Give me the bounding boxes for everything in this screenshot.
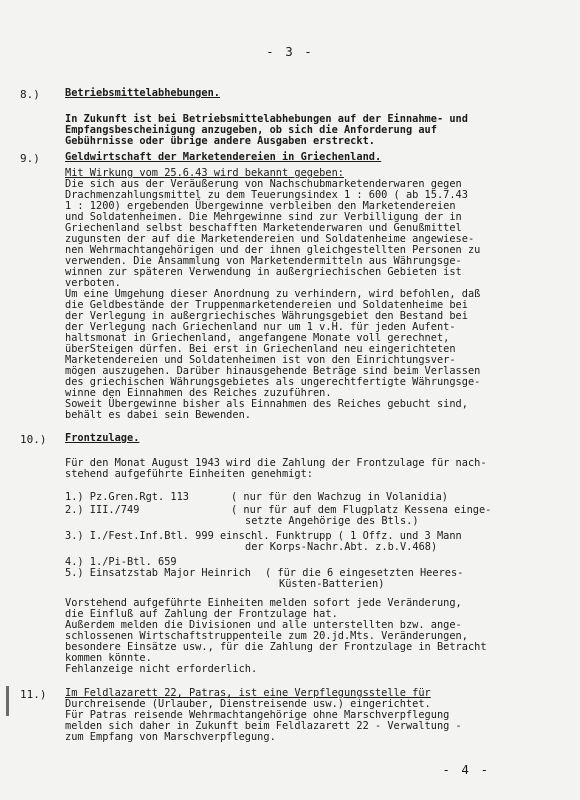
- section-9-line: nen Wehrmachtangehörigen und der ihnen gleichgestellten Personen zu: [65, 244, 481, 256]
- section-9-line: überSteigen dürfen. Bei erst in Griechenland neu eingerichteten: [65, 343, 456, 355]
- unit-note: ( nur für auf dem Flugplatz Kessena einge-: [231, 504, 492, 516]
- section-9-line: Um eine Umgehung dieser Anordnung zu verhindern, wird befohlen, daß: [65, 288, 481, 300]
- section-10-outro-line: kommen könnte.: [65, 652, 152, 664]
- section-11-line: zum Empfang von Marschverpflegung.: [65, 731, 276, 743]
- page-number: - 3 -: [266, 44, 314, 59]
- unit-note: der Korps-Nachr.Abt. z.b.V.468): [245, 541, 438, 553]
- section-10-outro-line: besondere Einsätze usw., für die Zahlung der Frontzulage in Betracht: [65, 641, 487, 653]
- section-9-line: verwenden. Die Ansammlung von Marketendermitteln aus Währungsge-: [65, 255, 462, 267]
- section-9-line: winnen zur späteren Verwendung in außergriechischen Gebieten ist: [65, 266, 462, 278]
- section-9-line: der Verlegung nach Griechenland nur um 1 v.H. für jeden Aufent-: [65, 321, 456, 333]
- section-10-intro-line: Für den Monat August 1943 wird die Zahlung der Frontzulage für nach-: [65, 457, 487, 469]
- section-9-line: mögen auszugehen. Darüber hinausgehende Beträge sind beim Verlassen: [65, 365, 481, 377]
- section-9-line: Griechenland selbst beschafften Marketenderwaren und Genußmittel: [65, 222, 462, 234]
- section-9-line: die Geldbestände der Truppenmarketendereien und Soldatenheime bei: [65, 299, 468, 311]
- unit-note: Küsten-Batterien): [279, 578, 385, 590]
- section-8-line: Gebührnisse oder übrige andere Ausgaben erstreckt.: [65, 135, 375, 147]
- section-9-line: 1 : 1200) ergebenden Übergewinne verbleiben den Marketendereien: [65, 200, 456, 212]
- unit-name: 3.) I./Fest.Inf.Btl. 999 einschl. Funktrupp ( 1 Offz. und 3 Mann: [65, 530, 462, 542]
- section-10-title: Frontzulage.: [65, 432, 140, 444]
- section-11-line: melden sich daher in Zukunft beim Feldlazarett 22 - Verwaltung -: [65, 720, 462, 732]
- section-8-line: In Zukunft ist bei Betriebsmittelabhebungen auf der Einnahme- und: [65, 113, 468, 125]
- section-9-line: behält es dabei sein Bewenden.: [65, 409, 251, 421]
- unit-note: setzte Angehörige des Btls.): [245, 515, 419, 527]
- unit-name: 1.) Pz.Gren.Rgt. 113: [65, 491, 189, 503]
- section-11-line: Im Feldlazarett 22, Patras, ist eine Verpflegungsstelle für: [65, 687, 431, 699]
- footer-page-number: - 4 -: [442, 762, 490, 777]
- section-8-number: 8.): [20, 88, 40, 101]
- section-9-line: Drachmenzahlungsmittel zu dem Teuerungsindex 1 : 600 ( ab 15.7.43: [65, 189, 468, 201]
- section-8-title: Betriebsmittelabhebungen.: [65, 87, 220, 99]
- section-10-outro-line: Vorstehend aufgeführte Einheiten melden sofort jede Veränderung,: [65, 597, 462, 609]
- section-11-number: 11.): [20, 688, 47, 701]
- section-11-line: Durchreisende (Urlauber, Dienstreisende usw.) eingerichtet.: [65, 698, 431, 710]
- section-10-outro-line: Fehlanzeige nicht erforderlich.: [65, 663, 258, 675]
- section-9-line: haltsmonat in Griechenland, angefangene Monate voll gerechnet,: [65, 332, 450, 344]
- section-10-outro-line: Außerdem melden die Divisionen und alle unterstellten bzw. ange-: [65, 619, 462, 631]
- section-10-intro-line: stehend aufgeführte Einheiten genehmigt:: [65, 468, 313, 480]
- section-9-line: Soweit Übergewinne bisher als Einnahmen des Reiches gebucht sind,: [65, 398, 468, 410]
- section-10-number: 10.): [20, 433, 47, 446]
- section-9-line: zugunsten der auf die Marketendereien und Soldatenheime angewiese-: [65, 233, 475, 245]
- section-9-line: der Verlegung in außergriechisches Währungsgebiet den Bestand bei: [65, 310, 468, 322]
- unit-name: 5.) Einsatzstab Major Heinrich: [65, 567, 251, 579]
- section-9-line: Mit Wirkung vom 25.6.43 wird bekannt gegeben:: [65, 167, 344, 179]
- section-9-line: verboten.: [65, 277, 121, 289]
- section-11-line: Für Patras reisende Wehrmachtangehörige ohne Marschverpflegung: [65, 709, 450, 721]
- section-9-line: Marketendereien und Soldatenheimen ist von den Einrichtungsver-: [65, 354, 456, 366]
- margin-mark: [6, 686, 9, 716]
- section-9-line: und Soldatenheimen. Die Mehrgewinne sind zur Verbilligung der in: [65, 211, 462, 223]
- unit-name: 4.) 1./Pi-Btl. 659: [65, 556, 177, 568]
- section-9-line: des griechischen Währungsgebietes als ungerechtfertigte Währungsge-: [65, 376, 481, 388]
- unit-note: ( für die 6 eingesetzten Heeres-: [265, 567, 464, 579]
- section-10-outro-line: schlossenen Wirtschaftstruppenteile zum 20.jd.Mts. Veränderungen,: [65, 630, 468, 642]
- section-9-line: Die sich aus der Veräußerung von Nachschubmarketenderwaren gegen: [65, 178, 462, 190]
- unit-name: 2.) III./749: [65, 504, 140, 516]
- section-9-number: 9.): [20, 152, 40, 165]
- section-10-outro-line: die Einfluß auf Zahlung der Frontzulage hat.: [65, 608, 338, 620]
- section-8-line: Empfangsbescheinigung anzugeben, ob sich die Anforderung auf: [65, 124, 437, 136]
- unit-note: ( nur für den Wachzug in Volanidia): [231, 491, 448, 503]
- section-9-line: winne den Einnahmen des Reiches zuzuführen.: [65, 387, 332, 399]
- section-9-title: Geldwirtschaft der Marketendereien in Griechenland.: [65, 151, 382, 163]
